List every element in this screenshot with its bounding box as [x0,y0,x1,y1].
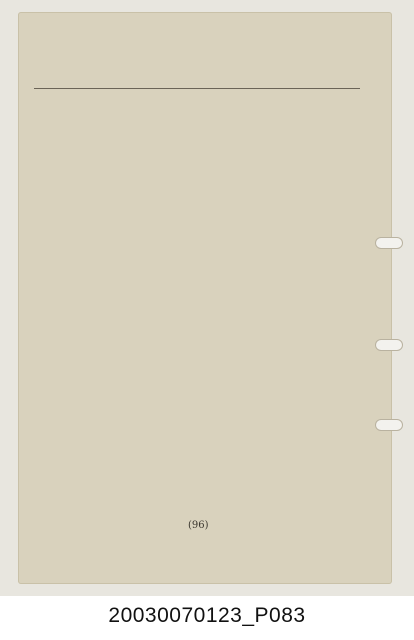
text-column [276,330,288,552]
binding-hole [376,340,402,350]
text-column [66,98,78,326]
text-column [220,98,232,326]
text-column [346,330,358,552]
text-column [262,330,274,552]
text-column [318,330,330,552]
text-column [276,98,288,326]
text-column [108,98,120,326]
text-column [262,98,274,326]
text-column [136,330,148,552]
text-column [150,330,162,552]
text-column [164,98,176,326]
text-column [206,98,218,326]
text-column [122,98,134,326]
image-caption: 20030070123_P083 [108,604,306,627]
text-column [94,330,106,552]
text-column [290,98,302,326]
text-column [122,330,134,552]
text-column [290,330,302,552]
text-column [94,98,106,326]
text-column [318,98,330,326]
text-column [234,330,246,552]
text-column [108,330,120,552]
text-column [332,330,344,552]
binding-hole [376,238,402,248]
binding-hole [376,420,402,430]
text-column [80,330,92,552]
text-column [304,330,316,552]
text-column [80,98,92,326]
text-column [304,98,316,326]
text-column [52,98,64,326]
text-column [66,330,78,552]
text-column [248,330,260,552]
text-column [150,98,162,326]
page-number: (96) [188,520,209,531]
text-column [206,330,218,552]
text-column [220,330,232,552]
text-column [192,98,204,326]
text-column [332,98,344,326]
text-column [136,98,148,326]
text-column [234,98,246,326]
header-rule [34,88,360,89]
text-column [346,98,358,326]
text-column [178,98,190,326]
text-column [248,98,260,326]
